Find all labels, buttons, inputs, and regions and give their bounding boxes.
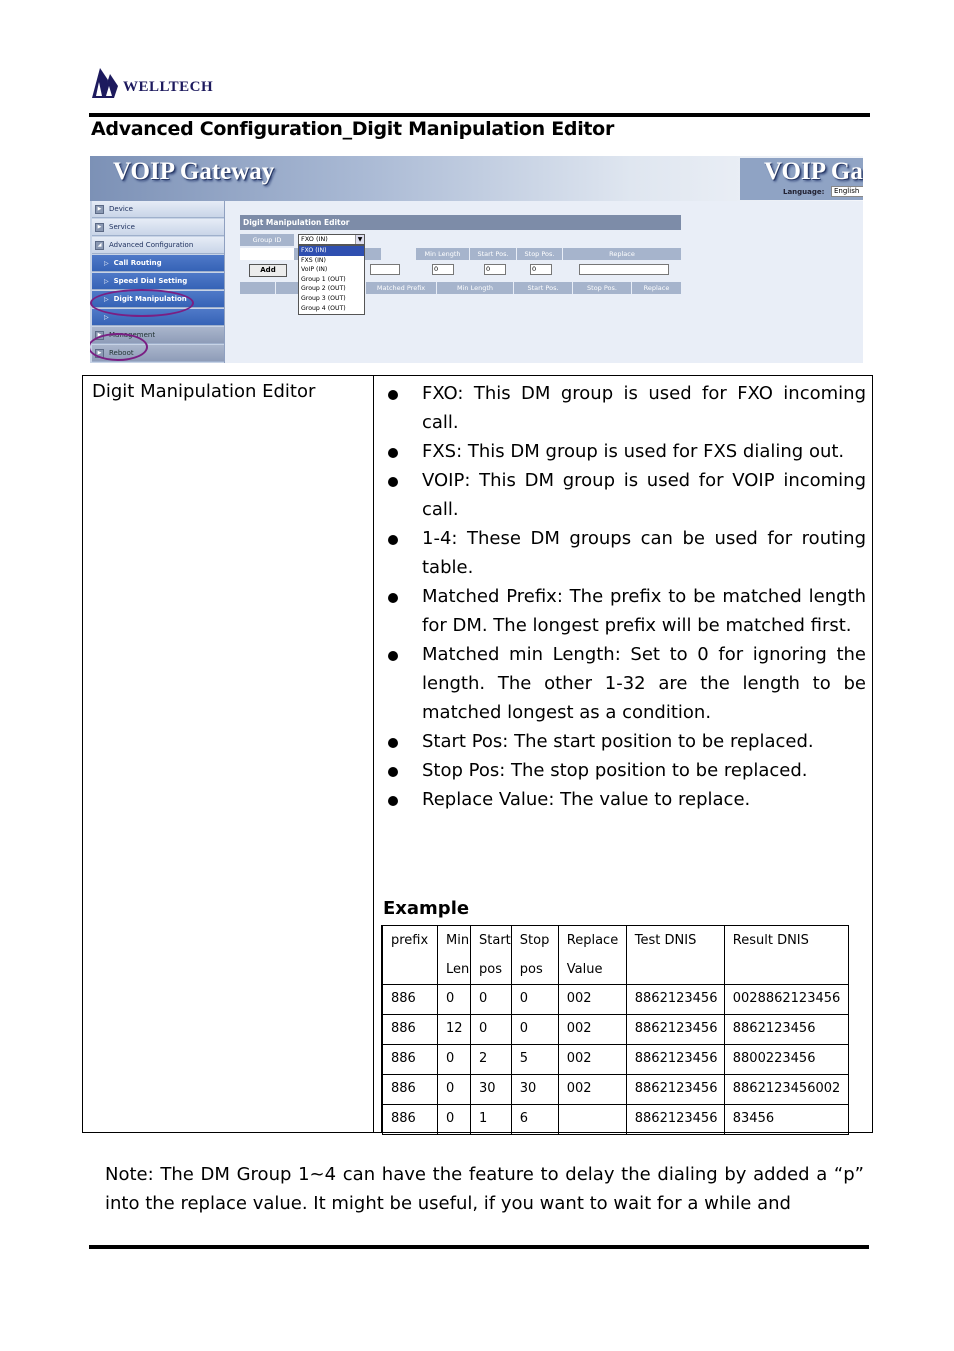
cell: 8862123456	[626, 985, 724, 1015]
cell: 0	[438, 1075, 471, 1105]
header-start-pos: Start pos	[471, 926, 512, 985]
highlight-ring-reboot	[90, 333, 148, 361]
cell: 83456	[724, 1105, 848, 1135]
stop-pos-input[interactable]: 0	[530, 264, 552, 275]
sidebar-item-call-routing[interactable]	[92, 255, 224, 272]
expand-icon: ▶	[95, 349, 104, 358]
top-rule	[89, 113, 870, 117]
sidebar-item-label: Service	[109, 223, 135, 231]
cell: 002	[558, 1045, 626, 1075]
footer-blank-1	[240, 282, 275, 294]
description-table	[82, 375, 873, 1133]
banner-title-repeat: VOIP Ga	[740, 158, 863, 200]
col-header-start-pos: Start Pos.	[470, 248, 516, 260]
example-header-row	[383, 926, 849, 985]
sidebar-item-label: Management	[109, 331, 156, 339]
language-label: Language:	[783, 188, 825, 196]
logo-mark-icon	[90, 66, 122, 100]
cell: 8862123456	[626, 1105, 724, 1135]
dropdown-option[interactable]: FXS (IN)	[301, 256, 326, 264]
dropdown-option[interactable]: Group 4 (OUT)	[301, 304, 346, 312]
cell: 5	[511, 1045, 558, 1075]
table-row	[383, 985, 849, 1015]
cell: 8862123456	[626, 1015, 724, 1045]
cell: 8800223456	[724, 1045, 848, 1075]
cell: 886	[383, 1015, 438, 1045]
table-row	[383, 1045, 849, 1075]
col-footer-replace: Replace	[632, 282, 681, 294]
cell: 002	[558, 985, 626, 1015]
cell: 8862123456002	[724, 1075, 848, 1105]
dm-panel-title: Digit Manipulation Editor	[240, 215, 681, 230]
sidebar-item-advanced-configuration[interactable]	[92, 237, 224, 254]
gateway-screenshot	[90, 156, 863, 363]
dropdown-option[interactable]: Group 3 (OUT)	[301, 294, 346, 302]
example-table	[382, 925, 849, 1135]
bullet-item: Stop Pos: The stop position to be replaced.	[384, 756, 866, 785]
group-id-dropdown[interactable]	[298, 245, 365, 315]
sidebar-item-label: Device	[109, 205, 133, 213]
column-divider	[373, 376, 374, 1132]
dropdown-option[interactable]: FXO (IN)	[299, 246, 364, 256]
logo-text: WELLTECH	[123, 79, 214, 95]
prefix-input[interactable]	[370, 264, 400, 275]
blank-cell	[240, 248, 294, 260]
bullet-item: FXS: This DM group is used for FXS dialing out.	[384, 437, 866, 466]
col-footer-start-pos: Start Pos.	[514, 282, 572, 294]
col-footer-stop-pos: Stop Pos.	[573, 282, 631, 294]
col-footer-matched-prefix: Matched Prefix	[366, 282, 436, 294]
chevron-down-icon: ▼	[355, 235, 364, 244]
header-stop-pos: Stop pos	[511, 926, 558, 985]
col-header-min-length: Min Length	[416, 248, 469, 260]
cell: 8862123456	[626, 1075, 724, 1105]
cell: 12	[438, 1015, 471, 1045]
cell: 0	[471, 1015, 512, 1045]
bullet-item: Matched min Length: Set to 0 for ignoring the length. The other 1-32 are the length to be matched longest as a condition.	[384, 640, 866, 727]
highlight-ring-digit-manipulation	[90, 289, 194, 317]
collapse-icon: ◢	[95, 241, 104, 250]
header-min-len: Min Len	[438, 926, 471, 985]
table-row	[383, 1105, 849, 1135]
sidebar-item-label: Call Routing	[113, 259, 162, 267]
col-footer-min-length: Min Length	[437, 282, 513, 294]
expand-icon: ▶	[95, 331, 104, 340]
arrow-icon: ▷	[104, 313, 109, 321]
sidebar-item-label: Speed Dial Setting	[113, 277, 188, 285]
banner-title: VOIP Gateway	[113, 158, 275, 185]
table-row	[383, 1015, 849, 1045]
cell: 0	[438, 985, 471, 1015]
cell: 0	[511, 1015, 558, 1045]
language-select[interactable]: English	[831, 186, 863, 197]
cell: 002	[558, 1075, 626, 1105]
group-id-value: FXO (IN)	[301, 235, 328, 243]
cell: 886	[383, 1105, 438, 1135]
sidebar-item-device[interactable]	[92, 201, 224, 218]
start-pos-input[interactable]: 0	[484, 264, 506, 275]
row-label: Digit Manipulation Editor	[92, 381, 316, 402]
arrow-icon: ▷	[104, 259, 109, 267]
cell: 1	[471, 1105, 512, 1135]
bullet-item: FXO: This DM group is used for FXO incoming call.	[384, 379, 866, 437]
arrow-icon: ▷	[104, 295, 109, 303]
cell: 886	[383, 985, 438, 1015]
cell: 0	[438, 1045, 471, 1075]
sidebar-item-label: Reboot	[109, 349, 134, 357]
expand-icon: ▶	[95, 205, 104, 214]
cell: 0	[471, 985, 512, 1015]
sidebar-item-service[interactable]	[92, 219, 224, 236]
bullet-list	[384, 379, 866, 814]
cell: 002	[558, 1015, 626, 1045]
cell: 886	[383, 1045, 438, 1075]
col-header-stop-pos: Stop Pos.	[517, 248, 562, 260]
expand-icon: ▶	[95, 223, 104, 232]
cell	[558, 1105, 626, 1135]
cell: 0	[511, 985, 558, 1015]
header-test-dnis: Test DNIS	[626, 926, 724, 985]
dropdown-option[interactable]: VoIP (IN)	[301, 266, 328, 274]
sidebar-item-label: Digit Manipulation	[113, 295, 187, 303]
bottom-rule	[89, 1245, 869, 1249]
welltech-logo	[90, 66, 213, 100]
sidebar-item-speed-dial[interactable]	[92, 273, 224, 290]
cell: 30	[511, 1075, 558, 1105]
example-heading: Example	[383, 898, 470, 919]
header-result-dnis: Result DNIS	[724, 926, 848, 985]
page-title: Advanced Configuration_Digit Manipulation Editor	[91, 118, 615, 140]
arrow-icon: ▷	[104, 277, 109, 285]
dropdown-option[interactable]: Group 2 (OUT)	[301, 285, 346, 293]
cell: 8862123456	[724, 1015, 848, 1045]
add-button[interactable]: Add	[249, 264, 287, 277]
group-id-label: Group ID	[240, 234, 294, 246]
bullet-item: Start Pos: The start position to be replaced.	[384, 727, 866, 756]
cell: 30	[471, 1075, 512, 1105]
header-replace-value: Replace Value	[558, 926, 626, 985]
example-table-left-border	[381, 925, 383, 1132]
cell: 886	[383, 1075, 438, 1105]
cell: 0	[438, 1105, 471, 1135]
replace-input[interactable]	[579, 264, 669, 275]
bullet-item: 1-4: These DM groups can be used for routing table.	[384, 524, 866, 582]
dropdown-option[interactable]: Group 1 (OUT)	[301, 275, 346, 283]
bullet-item: Replace Value: The value to replace.	[384, 785, 866, 814]
group-id-select[interactable]	[298, 234, 365, 245]
note-paragraph: Note: The DM Group 1~4 can have the feature to delay the dialing by added a “p” into the replace value. It might be useful, if you want to wait for a while and	[105, 1164, 864, 1214]
bullet-item: Matched Prefix: The prefix to be matched length for DM. The longest prefix will be matched first.	[384, 582, 866, 640]
cell: 2	[471, 1045, 512, 1075]
table-row	[383, 1075, 849, 1105]
sidebar-item-label: Advanced Configuration	[109, 241, 194, 249]
min-length-input[interactable]: 0	[432, 264, 454, 275]
cell: 0028862123456	[724, 985, 848, 1015]
header-prefix: prefix	[383, 926, 438, 985]
bullet-item: VOIP: This DM group is used for VOIP incoming call.	[384, 466, 866, 524]
col-header-replace: Replace	[563, 248, 681, 260]
cell: 6	[511, 1105, 558, 1135]
cell: 8862123456	[626, 1045, 724, 1075]
